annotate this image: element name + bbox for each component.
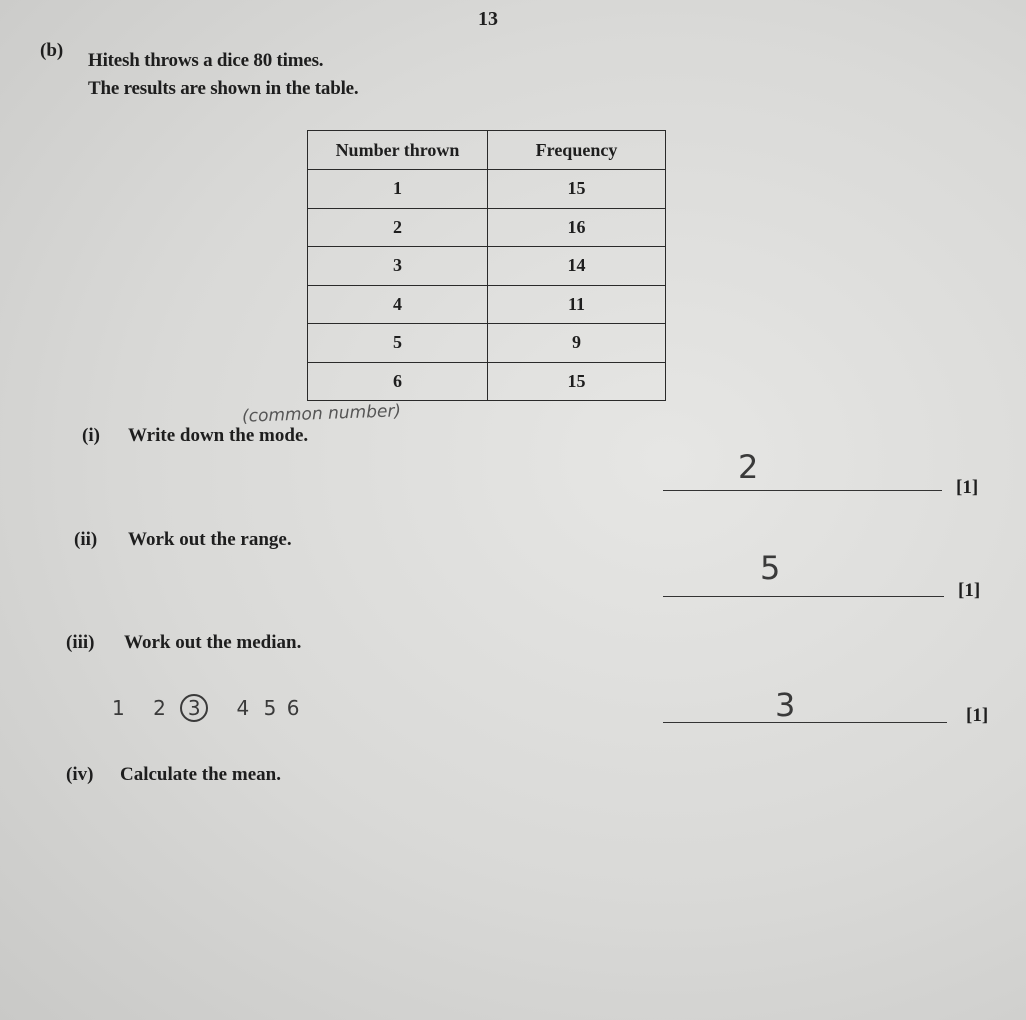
part-ii-answer: 5 bbox=[760, 549, 781, 587]
cell-number: 2 bbox=[308, 208, 488, 247]
question-label: (b) bbox=[40, 40, 64, 61]
table-row bbox=[308, 324, 666, 363]
part-i-text: Write down the mode. bbox=[128, 425, 309, 446]
cell-frequency: 15 bbox=[488, 170, 666, 209]
question-line-2: The results are shown in the table. bbox=[88, 78, 359, 99]
working-value: 5 bbox=[263, 696, 277, 720]
part-iii-marks: [1] bbox=[966, 705, 989, 726]
median-working bbox=[112, 694, 299, 722]
cell-frequency: 11 bbox=[488, 285, 666, 324]
table-row bbox=[308, 247, 666, 286]
page-number: 13 bbox=[478, 8, 498, 30]
part-iii-answer-line bbox=[663, 722, 947, 723]
cell-frequency: 14 bbox=[488, 247, 666, 286]
part-i-marks: [1] bbox=[956, 477, 979, 498]
part-ii-marks: [1] bbox=[958, 580, 981, 601]
cell-number: 5 bbox=[308, 324, 488, 363]
part-iii-label: (iii) bbox=[66, 632, 95, 653]
working-value: 6 bbox=[286, 696, 300, 720]
table-header-row bbox=[308, 131, 666, 170]
cell-frequency: 15 bbox=[488, 362, 666, 401]
header-frequency: Frequency bbox=[488, 131, 666, 170]
cell-frequency: 16 bbox=[488, 208, 666, 247]
header-number-thrown: Number thrown bbox=[308, 131, 488, 170]
table-row bbox=[308, 285, 666, 324]
table-row bbox=[308, 170, 666, 209]
working-value: 2 bbox=[153, 696, 166, 720]
cell-number: 1 bbox=[308, 170, 488, 209]
part-iv-text: Calculate the mean. bbox=[120, 764, 281, 785]
part-ii-text: Work out the range. bbox=[128, 529, 292, 550]
handwritten-note: (common number) bbox=[241, 401, 402, 427]
working-value: 1 bbox=[112, 696, 125, 720]
part-iii-text: Work out the median. bbox=[124, 632, 302, 653]
part-i-answer: 2 bbox=[738, 448, 759, 486]
working-value-circled: 3 bbox=[180, 694, 208, 722]
part-iv-label: (iv) bbox=[66, 764, 94, 785]
cell-frequency: 9 bbox=[488, 324, 666, 363]
part-i-label: (i) bbox=[82, 425, 100, 446]
results-table bbox=[307, 130, 666, 401]
table-row bbox=[308, 362, 666, 401]
cell-number: 4 bbox=[308, 285, 488, 324]
cell-number: 3 bbox=[308, 247, 488, 286]
cell-number: 6 bbox=[308, 362, 488, 401]
table-row bbox=[308, 208, 666, 247]
part-ii-answer-line bbox=[663, 596, 944, 597]
part-ii-label: (ii) bbox=[74, 529, 98, 550]
working-value: 4 bbox=[236, 696, 250, 720]
part-iii-answer: 3 bbox=[775, 686, 796, 724]
question-line-1: Hitesh throws a dice 80 times. bbox=[88, 50, 324, 71]
part-i-answer-line bbox=[663, 490, 942, 491]
